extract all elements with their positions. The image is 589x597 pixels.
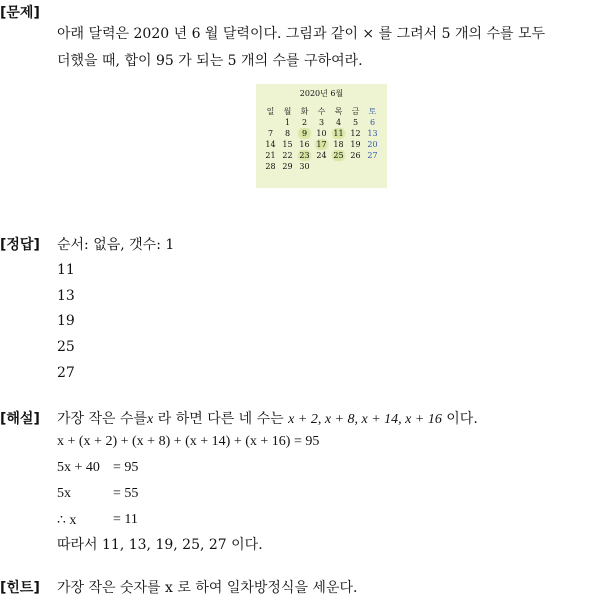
hint-text: 가장 작은 숫자를 x 로 하여 일차방정식을 세운다. — [57, 580, 358, 596]
calendar-weekday: 월 — [283, 107, 292, 116]
calendar-day: 2 — [301, 118, 308, 127]
calendar-day: 20 — [367, 140, 378, 149]
calendar-week — [262, 150, 381, 161]
equation-3-rhs: = 55 — [113, 486, 139, 501]
solution-line-1-suffix: 이다. — [441, 411, 478, 427]
calendar-day — [347, 161, 364, 172]
answer-value: 19 — [57, 313, 75, 329]
answer-value: 25 — [57, 339, 75, 355]
solution-conclusion: 따라서 11, 13, 19, 25, 27 이다. — [57, 537, 263, 553]
calendar-day: 7 — [267, 129, 274, 138]
answer-value: 27 — [57, 365, 75, 381]
calendar-day: 5 — [352, 118, 359, 127]
calendar-week — [262, 117, 381, 128]
equation-4-lhs: ∴ x — [57, 513, 77, 528]
solution-line-1-prefix: 가장 작은 수를 — [57, 411, 148, 427]
calendar-day: 12 — [350, 129, 361, 138]
problem-line-1: 아래 달력은 2020 년 6 월 달력이다. 그림과 같이 × 를 그려서 5 개의 수를 모두 — [57, 26, 545, 42]
calendar-day: 10 — [316, 129, 327, 138]
calendar-day: 15 — [282, 140, 293, 149]
calendar-day: 8 — [284, 129, 291, 138]
calendar-title: 2020년 6월 — [299, 89, 344, 98]
calendar-day: 1 — [284, 118, 291, 127]
calendar-day: 28 — [265, 162, 276, 171]
calendar-weekday: 일 — [266, 107, 275, 116]
hint-label: [힌트] — [0, 580, 40, 596]
calendar-week — [262, 161, 381, 172]
equation-1: x + (x + 2) + (x + 8) + (x + 14) + (x + 16) = 95 — [57, 434, 320, 449]
calendar-weekday: 목 — [334, 107, 343, 116]
answer-header: 순서: 없음, 갯수: 1 — [57, 237, 175, 253]
calendar-figure — [256, 84, 387, 188]
calendar-day: 17 — [313, 139, 330, 150]
calendar-day: 4 — [335, 118, 342, 127]
equation-2-lhs: 5x + 40 — [57, 460, 100, 475]
calendar-weekday: 화 — [300, 107, 309, 116]
calendar-weekday: 수 — [317, 107, 326, 116]
calendar-day: 14 — [265, 140, 276, 149]
calendar-week — [262, 128, 381, 139]
calendar-day: 27 — [367, 151, 378, 160]
equation-4-rhs: = 11 — [113, 512, 138, 527]
calendar-day: 18 — [333, 140, 344, 149]
answer-value: 11 — [57, 262, 75, 278]
answer-label: [정답] — [0, 237, 40, 253]
calendar-day: 23 — [296, 150, 313, 161]
calendar-day: 6 — [369, 118, 376, 127]
calendar-day — [262, 117, 279, 128]
calendar-day: 26 — [350, 151, 361, 160]
calendar-day: 22 — [282, 151, 293, 160]
solution-expressions: x + 2, x + 8, x + 14, x + 16 — [288, 412, 442, 427]
solution-variable: x — [147, 412, 154, 427]
problem-line-2: 더했을 때, 합이 95 가 되는 5 개의 수를 구하여라. — [57, 53, 363, 69]
calendar-day — [364, 161, 381, 172]
problem-label: [문제] — [0, 5, 40, 21]
solution-label: [해설] — [0, 411, 40, 427]
calendar-day: 9 — [296, 128, 313, 139]
calendar-day: 16 — [299, 140, 310, 149]
solution-line-1-mid: 라 하면 다른 네 수는 — [153, 411, 289, 427]
calendar-day: 30 — [299, 162, 310, 171]
calendar-day: 24 — [316, 151, 327, 160]
calendar-day: 13 — [367, 129, 378, 138]
calendar-weekday: 금 — [351, 107, 360, 116]
calendar-day: 11 — [330, 128, 347, 139]
equation-3-lhs: 5x — [57, 486, 71, 501]
calendar-day: 25 — [330, 150, 347, 161]
answer-value: 13 — [57, 288, 75, 304]
calendar-day — [313, 161, 330, 172]
calendar-day: 3 — [318, 118, 325, 127]
calendar-week — [262, 139, 381, 150]
calendar-day: 29 — [282, 162, 293, 171]
equation-2-rhs: = 95 — [113, 460, 139, 475]
calendar-day: 21 — [265, 151, 276, 160]
solution-line-1 — [57, 408, 478, 428]
calendar-weekday: 토 — [368, 107, 377, 116]
calendar-grid — [262, 106, 381, 172]
calendar-day — [330, 161, 347, 172]
calendar-day: 19 — [350, 140, 361, 149]
